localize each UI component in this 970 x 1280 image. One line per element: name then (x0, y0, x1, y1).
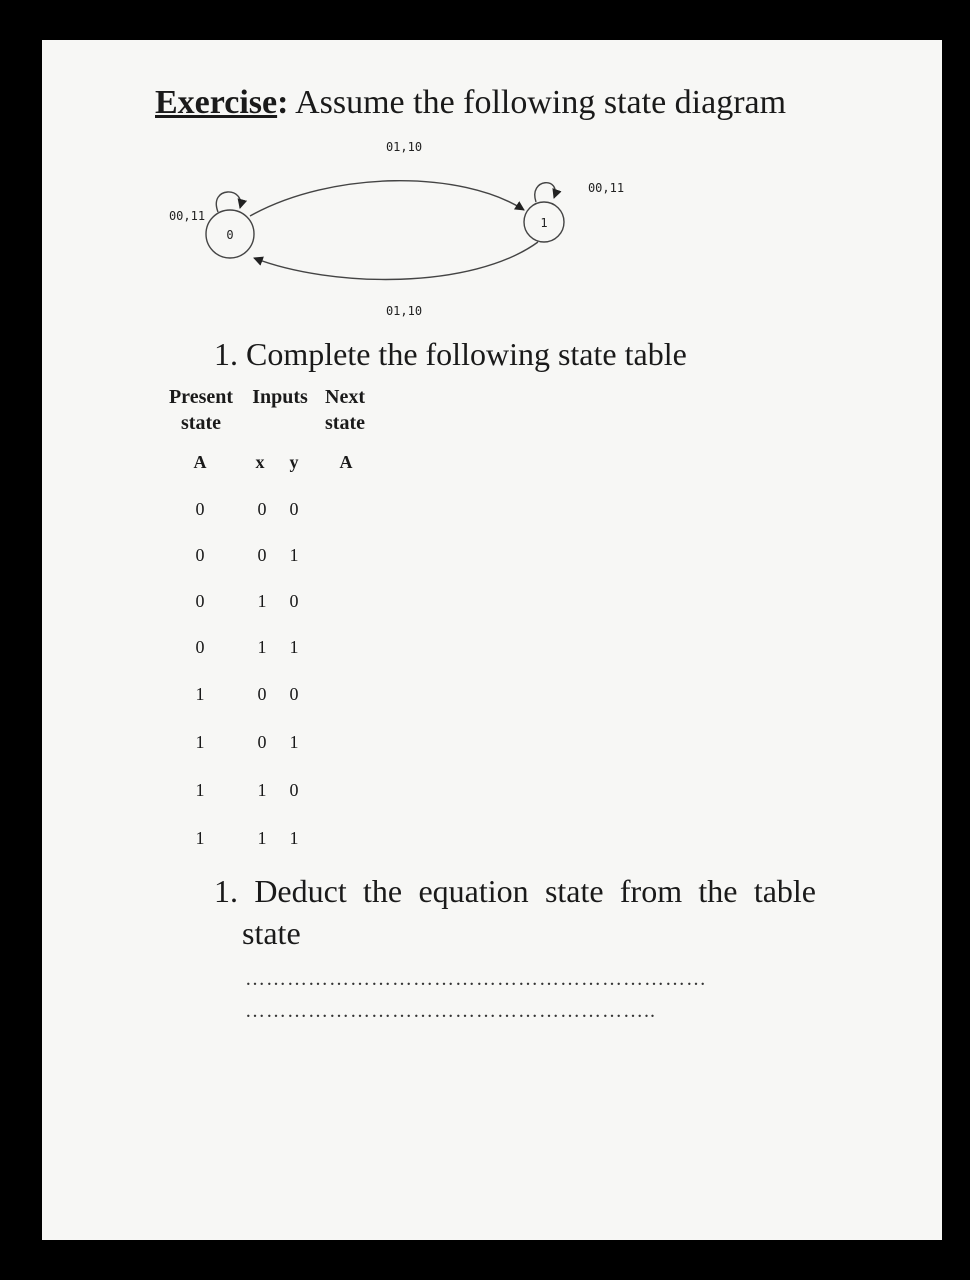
question-1-number: 1. (214, 336, 238, 372)
exercise-instruction: Assume the following state diagram (295, 84, 787, 121)
worksheet-page: Exercise: Assume the following state diagram 0 1 01,10 01,10 00,11 00,11 1. Complete the following state table Present state Inputs Next state A x y A 0 0 0 0 0 1 0 1 0 0 1 1 1 0 0 1 0 1 1 1 0 1 1 1 1. Deduct the equation state from the table state ………………………………………………………… ………………………………………………….. (42, 40, 942, 1240)
state-1-label: 1 (540, 216, 548, 230)
exercise-title: Exercise: Assume the following state diagram (155, 84, 787, 121)
exercise-label: Exercise (155, 84, 278, 121)
answer-line-2[interactable]: ………………………………………………….. (245, 1000, 656, 1022)
question-1 (214, 336, 687, 373)
question-2 (214, 870, 816, 954)
state-diagram (42, 40, 942, 340)
question-2-line-1: 1. Deduct the equation state from the table (214, 870, 816, 912)
label-self-loop-1: 00,11 (587, 181, 625, 195)
header-next-state: Next state (325, 386, 365, 434)
subheader-x: x (255, 452, 265, 472)
subheader-A-present: A (193, 452, 207, 472)
question-2-line-2: state (242, 915, 301, 951)
label-bottom-transition: 01,10 (385, 304, 423, 318)
header-inputs: Inputs (252, 386, 308, 408)
question-1-text: Complete the following state table (246, 336, 687, 372)
transition-1-to-0 (254, 242, 538, 279)
subheader-A-next: A (339, 452, 353, 472)
label-self-loop-0: 00,11 (168, 209, 206, 223)
state-0-label: 0 (226, 228, 234, 242)
self-loop-0 (216, 192, 240, 212)
label-top-transition: 01,10 (385, 140, 423, 154)
subheader-y: y (289, 452, 299, 472)
answer-line-1[interactable]: ………………………………………………………… (245, 968, 707, 990)
transition-0-to-1 (250, 181, 524, 216)
question-2-number: 1. (214, 873, 238, 909)
self-loop-1 (535, 183, 555, 202)
header-present-state: Present state (168, 386, 234, 434)
